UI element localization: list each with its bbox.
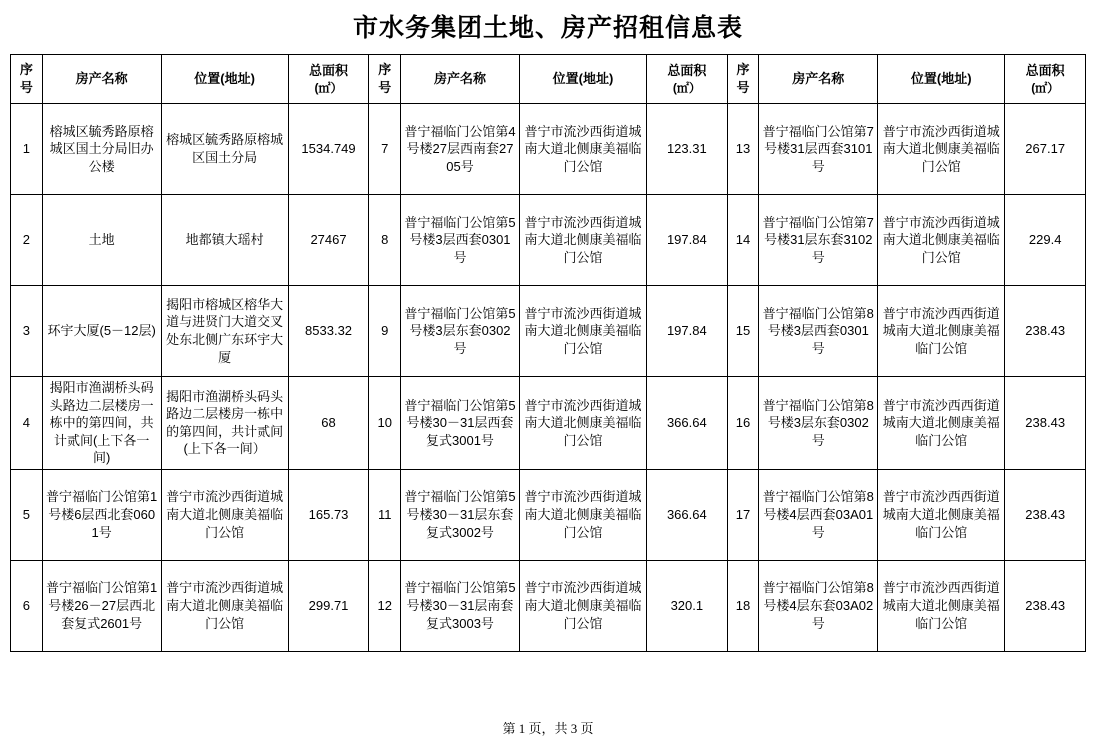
cell-address: 普宁市流沙西街道城南大道北侧康美福临门公馆 [519,104,646,195]
cell-name: 普宁福临门公馆第5号楼3层东套0302号 [401,286,520,377]
page-footer: 第 1 页，共 3 页 [502,721,594,736]
table-row [11,195,1086,286]
cell-index: 1 [11,104,43,195]
cell-name: 普宁福临门公馆第1号楼26－27层西北套复式2601号 [42,560,161,651]
cell-index: 9 [369,286,401,377]
cell-address: 普宁市流沙西街道城南大道北侧康美福临门公馆 [161,469,288,560]
cell-area: 197.84 [647,195,728,286]
cell-name: 揭阳市渔湖桥头码头路边二层楼房一栋中的第四间，共计贰间(上下各一间) [42,377,161,470]
header-area-unit-2: (㎡） [672,80,701,95]
cell-area: 366.64 [647,377,728,470]
cell-index: 13 [727,104,759,195]
cell-address: 揭阳市渔湖桥头码头路边二层楼房一栋中的第四间，共计贰间(上下各一间） [161,377,288,470]
header-area-unit-1: (㎡） [314,80,343,95]
cell-name: 普宁福临门公馆第5号楼3层西套0301号 [401,195,520,286]
cell-index: 17 [727,469,759,560]
cell-area: 320.1 [647,560,728,651]
header-area-label-3: 总面积 [1025,63,1065,79]
cell-address: 普宁市流沙西街道城南大道北侧康美福临门公馆 [519,469,646,560]
cell-address: 普宁市流沙西街道城南大道北侧康美福临门公馆 [519,377,646,470]
cell-area: 27467 [288,195,369,286]
cell-index: 8 [369,195,401,286]
table-container [0,54,1096,652]
cell-area: 238.43 [1005,377,1086,470]
cell-index: 11 [369,469,401,560]
cell-address: 普宁市流沙西街道城南大道北侧康美福临门公馆 [519,286,646,377]
cell-address: 普宁市流沙西西街道城南大道北侧康美福临门公馆 [878,560,1005,651]
cell-area: 267.17 [1005,104,1086,195]
header-name-2: 房产名称 [401,55,520,104]
cell-area: 165.73 [288,469,369,560]
cell-address: 普宁市流沙西街道城南大道北侧康美福临门公馆 [878,104,1005,195]
header-name-3: 房产名称 [759,55,878,104]
cell-index: 14 [727,195,759,286]
cell-area: 123.31 [647,104,728,195]
cell-name: 土地 [42,195,161,286]
cell-area: 197.84 [647,286,728,377]
cell-name: 普宁福临门公馆第7号楼31层东套3102号 [759,195,878,286]
cell-index: 2 [11,195,43,286]
header-area-label-1: 总面积 [309,63,349,79]
header-address-2: 位置(地址) [519,55,646,104]
header-area-1 [288,55,369,104]
cell-address: 榕城区毓秀路原榕城区国土分局 [161,104,288,195]
header-area-3 [1005,55,1086,104]
cell-area: 238.43 [1005,469,1086,560]
cell-address: 普宁市流沙西街道城南大道北侧康美福临门公馆 [519,195,646,286]
cell-area: 8533.32 [288,286,369,377]
cell-index: 15 [727,286,759,377]
cell-index: 5 [11,469,43,560]
cell-index: 3 [11,286,43,377]
table-row [11,469,1086,560]
cell-name: 普宁福临门公馆第8号楼3层东套0302号 [759,377,878,470]
header-address-1: 位置(地址) [161,55,288,104]
table-row [11,377,1086,470]
cell-name: 普宁福临门公馆第8号楼4层东套03A02号 [759,560,878,651]
cell-index: 16 [727,377,759,470]
cell-name: 普宁福临门公馆第1号楼6层西北套0601号 [42,469,161,560]
table-row [11,286,1086,377]
cell-name: 普宁福临门公馆第4号楼27层西南套2705号 [401,104,520,195]
cell-area: 238.43 [1005,286,1086,377]
cell-index: 18 [727,560,759,651]
cell-name: 普宁福临门公馆第5号楼30－31层东套复式3002号 [401,469,520,560]
table-row [11,104,1086,195]
cell-address: 普宁市流沙西西街道城南大道北侧康美福临门公馆 [878,286,1005,377]
cell-address: 揭阳市榕城区榕华大道与进贤门大道交叉处东北侧广东环宇大厦 [161,286,288,377]
cell-index: 10 [369,377,401,470]
table-body [11,104,1086,652]
header-address-3: 位置(地址) [878,55,1005,104]
cell-name: 普宁福临门公馆第8号楼4层西套03A01号 [759,469,878,560]
cell-name: 普宁福临门公馆第5号楼30－31层南套复式3003号 [401,560,520,651]
page-title: 市水务集团土地、房产招租信息表 [352,15,743,42]
cell-area: 1534.749 [288,104,369,195]
cell-name: 普宁福临门公馆第7号楼31层西套3101号 [759,104,878,195]
cell-name: 环宇大厦(5－12层) [42,286,161,377]
cell-address: 地都镇大瑶村 [161,195,288,286]
cell-name: 普宁福临门公馆第5号楼30－31层西套复式3001号 [401,377,520,470]
property-listing-table [10,54,1086,652]
cell-area: 238.43 [1005,560,1086,651]
header-area-label-2: 总面积 [667,63,707,79]
header-name-1: 房产名称 [42,55,161,104]
cell-area: 366.64 [647,469,728,560]
cell-address: 普宁市流沙西街道城南大道北侧康美福临门公馆 [519,560,646,651]
header-area-unit-3: (㎡） [1031,80,1060,95]
cell-area: 299.71 [288,560,369,651]
cell-index: 4 [11,377,43,470]
header-index-1: 序号 [11,55,43,104]
header-index-2: 序号 [369,55,401,104]
cell-index: 6 [11,560,43,651]
cell-address: 普宁市流沙西街道城南大道北侧康美福临门公馆 [878,195,1005,286]
cell-index: 7 [369,104,401,195]
table-row [11,560,1086,651]
cell-name: 普宁福临门公馆第8号楼3层西套0301号 [759,286,878,377]
cell-index: 12 [369,560,401,651]
header-index-3: 序号 [727,55,759,104]
table-header-row [11,55,1086,104]
header-area-2 [647,55,728,104]
cell-area: 68 [288,377,369,470]
cell-address: 普宁市流沙西西街道城南大道北侧康美福临门公馆 [878,377,1005,470]
cell-name: 榕城区毓秀路原榕城区国土分局旧办公楼 [42,104,161,195]
cell-address: 普宁市流沙西西街道城南大道北侧康美福临门公馆 [878,469,1005,560]
cell-address: 普宁市流沙西街道城南大道北侧康美福临门公馆 [161,560,288,651]
cell-area: 229.4 [1005,195,1086,286]
